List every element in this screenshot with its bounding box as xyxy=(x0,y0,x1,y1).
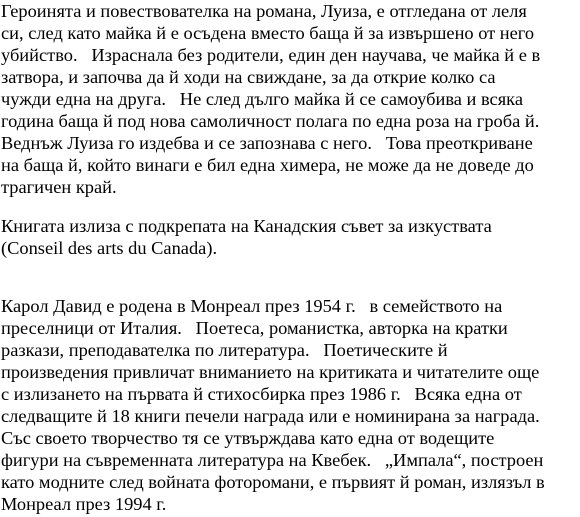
text-line: Със своето творчество тя се утвърждава като една от водещите xyxy=(1,428,495,448)
text-line: убийство. Израснала без родители, един ден научава, че майка й е в xyxy=(1,45,541,65)
text-line: фигури на съвременната литература на Квебек. „Импала“, построен xyxy=(1,450,544,470)
text-line: разкази, преподавателка по литература. Поетическите й xyxy=(1,340,448,360)
text-line: Книгата излиза с подкрепата на Канадския съвет за изкуствата xyxy=(1,216,492,236)
text-line: с излизането на първата й стихосбирка през 1986 г. Всяка една от xyxy=(1,384,522,404)
text-line: чужди една на друга. Не след дълго майка й се самоубива и всяка xyxy=(1,89,523,109)
text-line: година баща й под нова самоличност полага по една роза на гроба й. xyxy=(1,111,540,131)
text-line: преселници от Италия. Поетеса, романистка, авторка на кратки xyxy=(1,318,508,338)
text-line: Карол Давид е родена в Монреал през 1954 г. в семейството на xyxy=(1,296,503,316)
text-line: трагичен край. xyxy=(1,177,117,197)
text-line: произведения привличат вниманието на критиката и читателите още xyxy=(1,362,540,382)
text-line: като модните след войната фоторомани, е първият й роман, излязъл в xyxy=(1,472,545,492)
text-line: Монреал през 1994 г. xyxy=(1,494,167,514)
text-line: Веднъж Луиза го издебва и се запознава с него. Това преоткриване xyxy=(1,133,533,153)
text-line: следващите й 18 книги печели награда или е номинирана за награда. xyxy=(1,406,540,426)
text-line: си, след като майка й е осъдена вместо баща й за извършено от него xyxy=(1,23,535,43)
text-line: Героинята и повествователка на романа, Луиза, е отгледана от леля xyxy=(1,1,527,21)
text-line: на баща й, който винаги е бил една химера, не може да не доведе до xyxy=(1,155,534,175)
text-line: (Conseil des arts du Canada). xyxy=(1,238,218,258)
text-line: затвора, и започва да й ходи на свиждане, за да открие колко са xyxy=(1,67,496,87)
